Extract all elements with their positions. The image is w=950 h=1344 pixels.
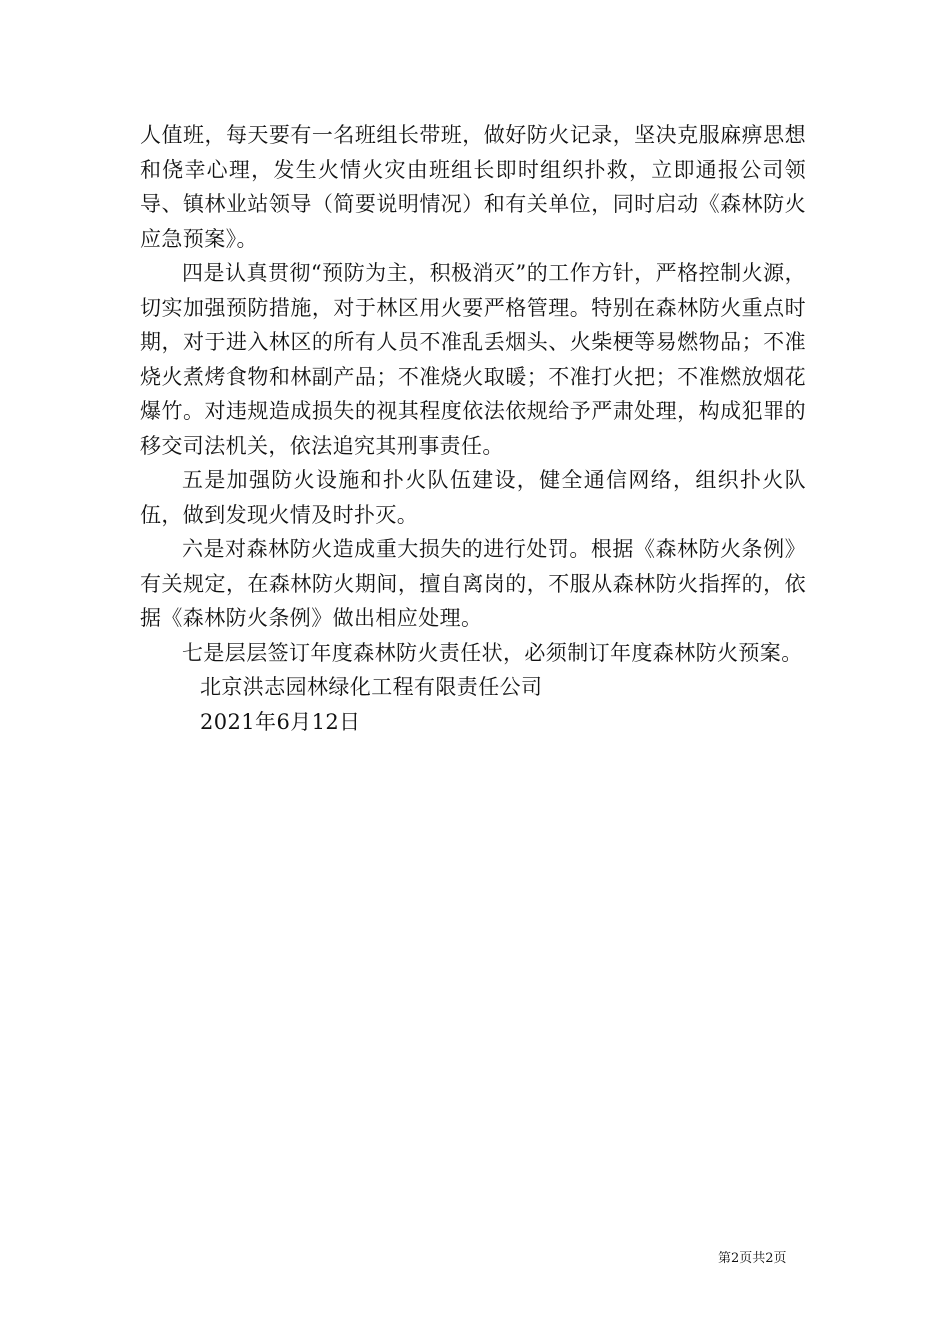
paragraph-item-six: 六是对森林防火造成重大损失的进行处罚。根据《森林防火条例》有关规定，在森林防火期间，擅自离岗的，不服从森林防火指挥的，依据《森林防火条例》做出相应处理。 xyxy=(140,537,806,630)
signature-company: 北京洪志园林绿化工程有限责任公司 xyxy=(200,675,543,699)
paragraph-item-five: 五是加强防火设施和扑火队伍建设，健全通信网络，组织扑火队伍，做到发现火情及时扑灭。 xyxy=(140,468,806,527)
paragraph-item-four: 四是认真贯彻“预防为主，积极消灭”的工作方针，严格控制火源，切实加强预防措施，对于林区用火要严格管理。特别在森林防火重点时期，对于进入林区的所有人员不准乱丢烟头、火柴梗等易燃物品；不准烧火煮烤食物和林副产品；不准烧火取暖；不准打火把；不准燃放烟花爆竹。对违规造成损失的视其程度依法依规给予严肃处理，构成犯罪的移交司法机关，依法追究其刑事责任。 xyxy=(140,261,806,458)
page-number-footer: 第2页共2页 xyxy=(718,1251,787,1266)
paragraph-item-seven: 七是层层签订年度森林防火责任状，必须制订年度森林防火预案。 xyxy=(182,640,803,665)
signature-date: 2021年6月12日 xyxy=(200,709,361,734)
document-body xyxy=(140,118,806,739)
paragraph-continuation: 人值班，每天要有一名班组长带班，做好防火记录，坚决克服麻痹思想和侥幸心理，发生火情火灾由班组长即时组织扑救，立即通报公司领导、镇林业站领导（简要说明情况）和有关单位，同时启动《森林防火应急预案》。 xyxy=(140,123,806,251)
